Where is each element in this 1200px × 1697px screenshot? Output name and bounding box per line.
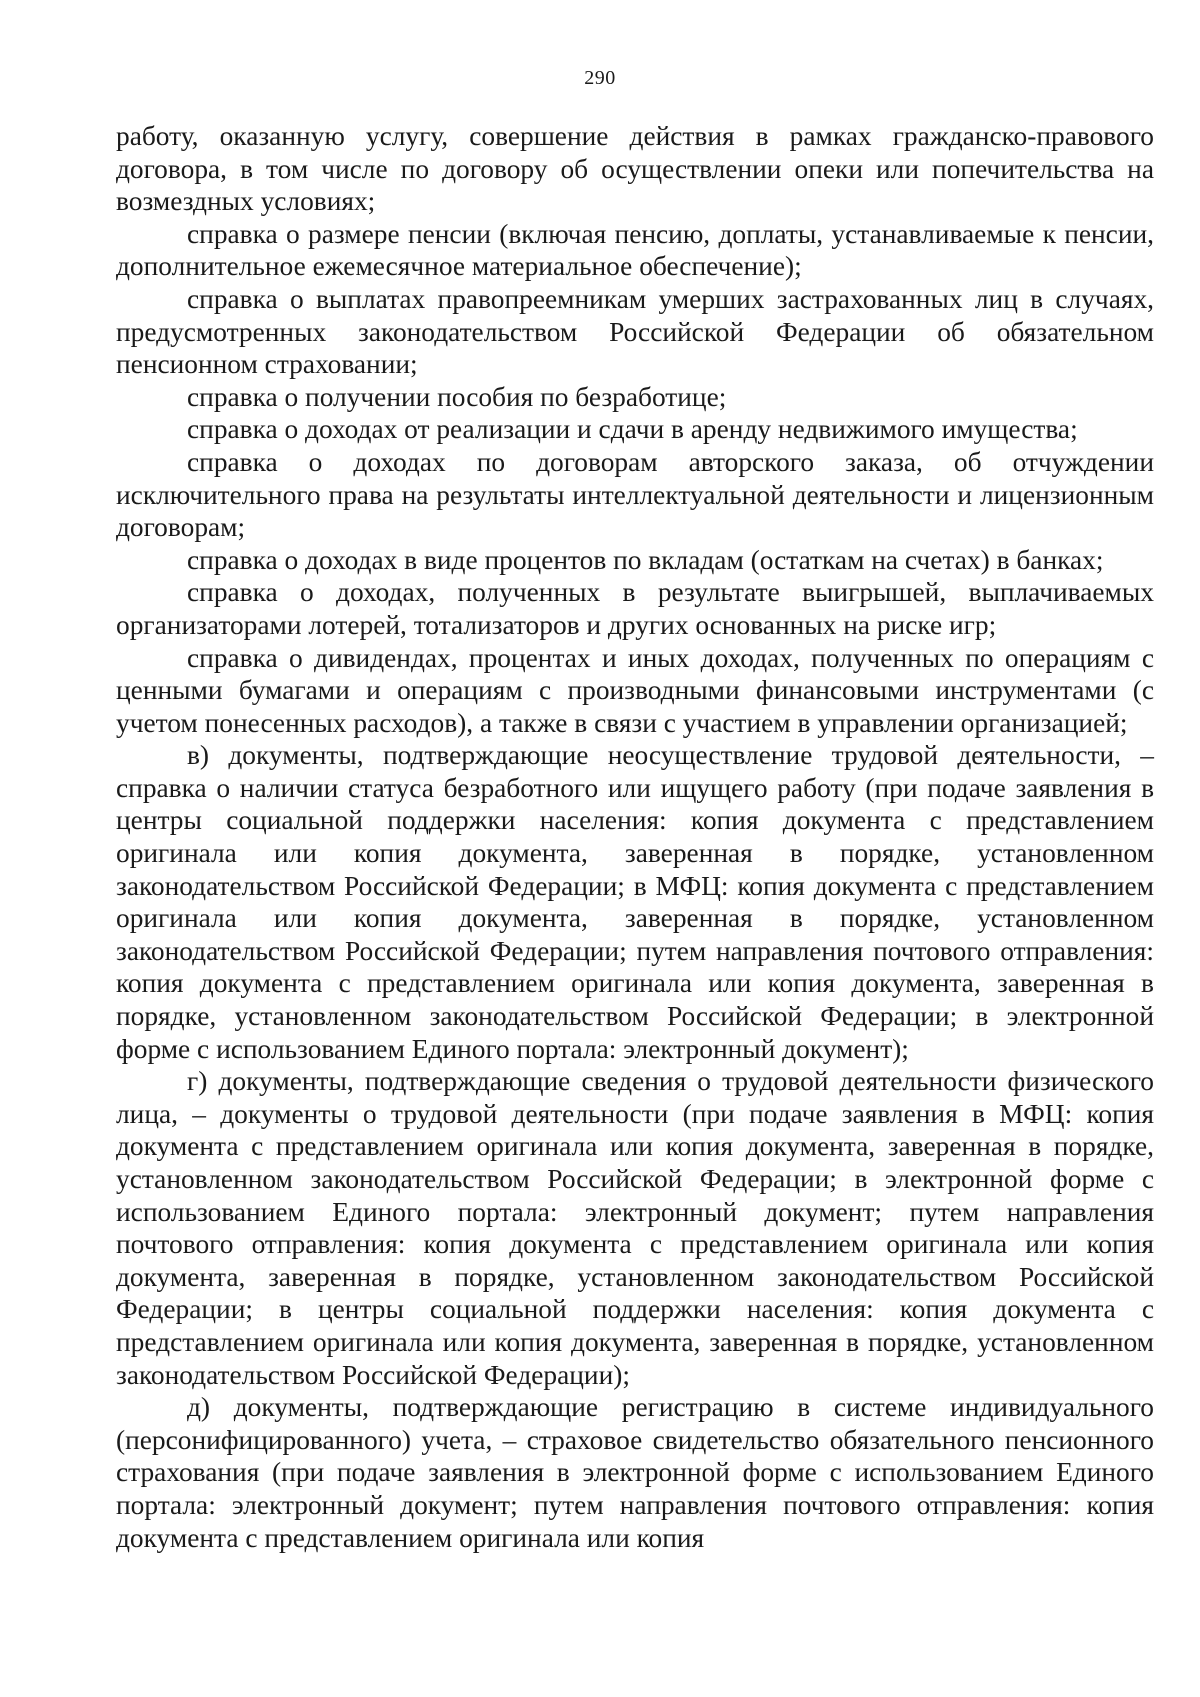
paragraph: справка о дивидендах, процентах и иных доходах, полученных по операциям с ценными бумагами и операциям с производными финансовыми инструментами (с учетом понесенных расходов), а также в связи с участием в управлении организацией; — [116, 642, 1154, 738]
paragraph: г) документы, подтверждающие сведения о трудовой деятельности физического лица, – документы о трудовой деятельности (при подаче заявления в МФЦ: копия документа с представлением оригинала или копия документа, заверенная в порядке, установленном законодательством Российской Федерации; в электронной форме с использованием Единого портала: электронный документ; путем направления почтового отправления: копия документа с представлением оригинала или копия документа, заверенная в порядке, установленном законодательством Российской Федерации; в центры социальной поддержки населения: копия документа с представлением оригинала или копия документа, заверенная в порядке, установленном законодательством Российской Федерации); — [116, 1066, 1154, 1390]
paragraph: д) документы, подтверждающие регистрацию в системе индивидуального (персонифицированного) учета, – страховое свидетельство обязательного пенсионного страхования (при подаче заявления в электронной форме с использованием Единого портала: электронный документ; путем направления почтового отправления: копия документа с представлением оригинала или копия — [116, 1392, 1154, 1553]
paragraph: работу, оказанную услугу, совершение действия в рамках гражданско-правового договора, в том числе по договору об осуществлении опеки или попечительства на возмездных условиях; — [116, 121, 1154, 217]
paragraph: справка о доходах по договорам авторского заказа, об отчуждении исключительного права на результаты интеллектуальной деятельности и лицензионным договорам; — [116, 446, 1154, 543]
paragraph: справка о доходах от реализации и сдачи в аренду недвижимого имущества; — [187, 414, 1078, 445]
paragraph: в) документы, подтверждающие неосуществление трудовой деятельности, – справка о наличии статуса безработного или ищущего работу (при подаче заявления в центры социальной поддержки населения: копия документа с представлением оригинала или копия документа, заверенная в порядке, установленном законодательством Российской Федерации; в МФЦ: копия документа с представлением оригинала или копия документа, заверенная в порядке, установленном законодательством Российской Федерации; путем направления почтового отправления: копия документа с представлением оригинала или копия документа, заверенная в порядке, установленном законодательством Российской Федерации; в электронной форме с использованием Единого портала: электронный документ); — [116, 740, 1154, 1064]
paragraph: справка о получении пособия по безработице; — [187, 381, 727, 412]
paragraph: справка о размере пенсии (включая пенсию, доплаты, устанавливаемые к пенсии, дополнительное ежемесячное материальное обеспечение); — [116, 218, 1154, 282]
paragraph: справка о доходах, полученных в результате выигрышей, выплачиваемых организаторами лотерей, тотализаторов и других основанных на риске игр; — [116, 577, 1154, 640]
paragraph: справка о доходах в виде процентов по вкладам (остаткам на счетах) в банках; — [187, 544, 1104, 575]
document-body — [116, 120, 1154, 1554]
page-number: 290 — [584, 67, 616, 89]
paragraph: справка о выплатах правопреемникам умерших застрахованных лиц в случаях, предусмотренных законодательством Российской Федерации об обязательном пенсионном страховании; — [116, 283, 1154, 380]
